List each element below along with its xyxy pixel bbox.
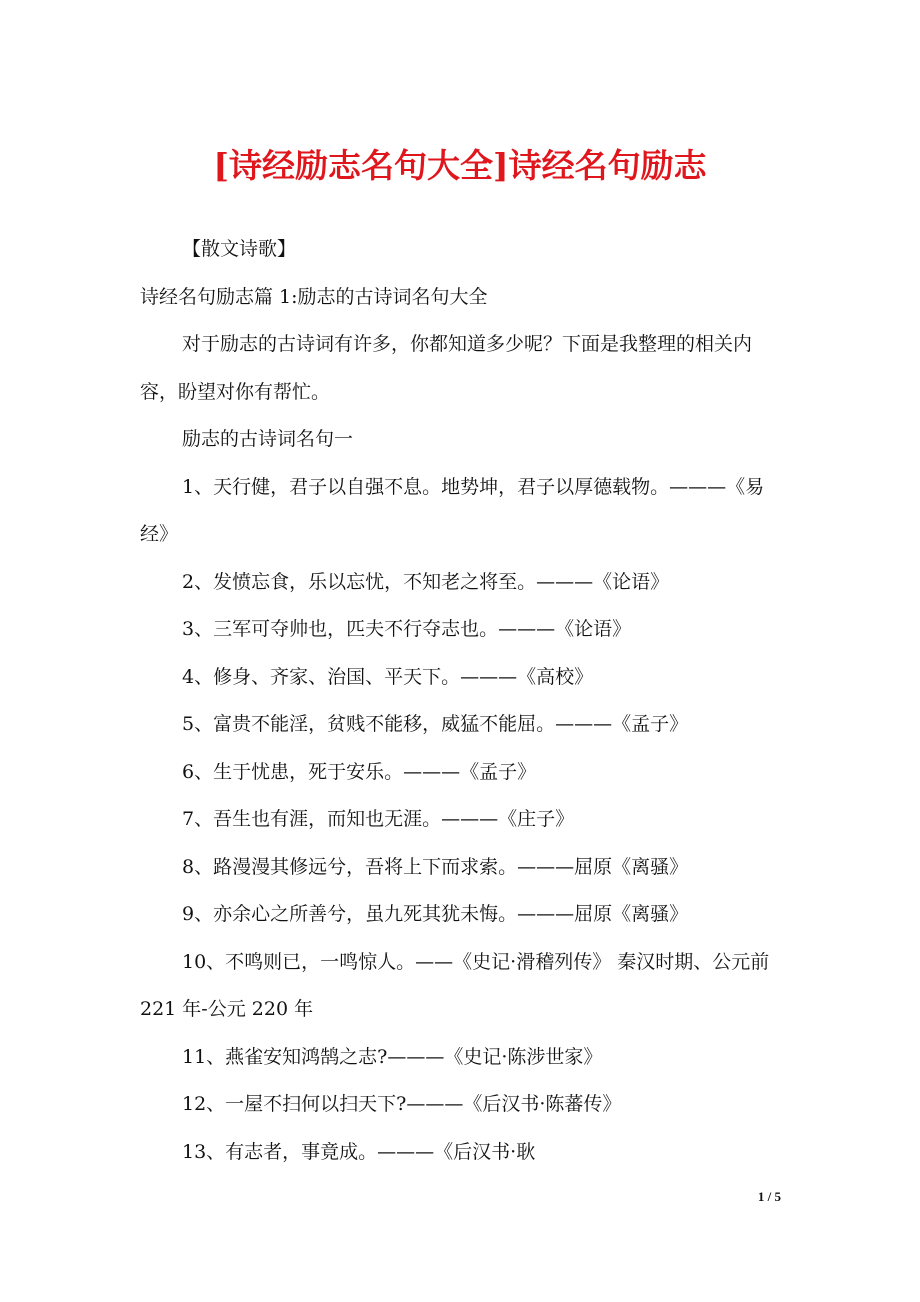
quote-item: 13、有志者，事竟成。———《后汉书·耿 xyxy=(182,1140,536,1163)
quote-item: 1、天行健，君子以自强不息。地势坤，君子以厚德载物。———《易经》 xyxy=(140,475,765,545)
quote-item: 11、燕雀安知鸿鹄之志?———《史记·陈涉世家》 xyxy=(182,1045,603,1068)
quote-item: 8、路漫漫其修远兮，吾将上下而求索。———屈原《离骚》 xyxy=(182,855,689,878)
document-body xyxy=(140,226,782,1176)
quote-item: 2、发愤忘食，乐以忘忧，不知老之将至。———《论语》 xyxy=(182,570,670,593)
paragraph-category: 【散文诗歌】 xyxy=(182,238,297,260)
page-number: 1 / 5 xyxy=(757,1189,781,1204)
quote-item: 6、生于忧患，死于安乐。———《孟子》 xyxy=(182,760,537,783)
quote-item: 5、富贵不能淫，贫贱不能移，威猛不能屈。———《孟子》 xyxy=(182,713,689,735)
quote-item: 3、三军可夺帅也，匹夫不行夺志也。———《论语》 xyxy=(182,618,632,640)
quote-item: 12、一屋不扫何以扫天下?———《后汉书·陈蕃传》 xyxy=(182,1093,622,1115)
quote-item: 4、修身、齐家、治国、平天下。———《高校》 xyxy=(182,665,594,688)
quote-item: 9、亦余心之所善兮，虽九死其犹未悔。———屈原《离骚》 xyxy=(182,903,689,925)
quote-item: 7、吾生也有涯，而知也无涯。———《庄子》 xyxy=(182,808,575,830)
quote-item: 10、不鸣则已，一鸣惊人。——《史记·滑稽列传》 秦汉时期、公元前 221 年-公元 220 年 xyxy=(140,950,770,1020)
paragraph-subheading: 励志的古诗词名句一 xyxy=(182,428,354,450)
paragraph-section-heading: 诗经名句励志篇 1:励志的古诗词名句大全 xyxy=(140,285,488,308)
paragraph-intro: 对于励志的古诗词有许多，你都知道多少呢？下面是我整理的相关内容，盼望对你有帮忙。 xyxy=(140,333,753,403)
document-title: [诗经励志名句大全]诗经名句励志 xyxy=(213,146,707,185)
